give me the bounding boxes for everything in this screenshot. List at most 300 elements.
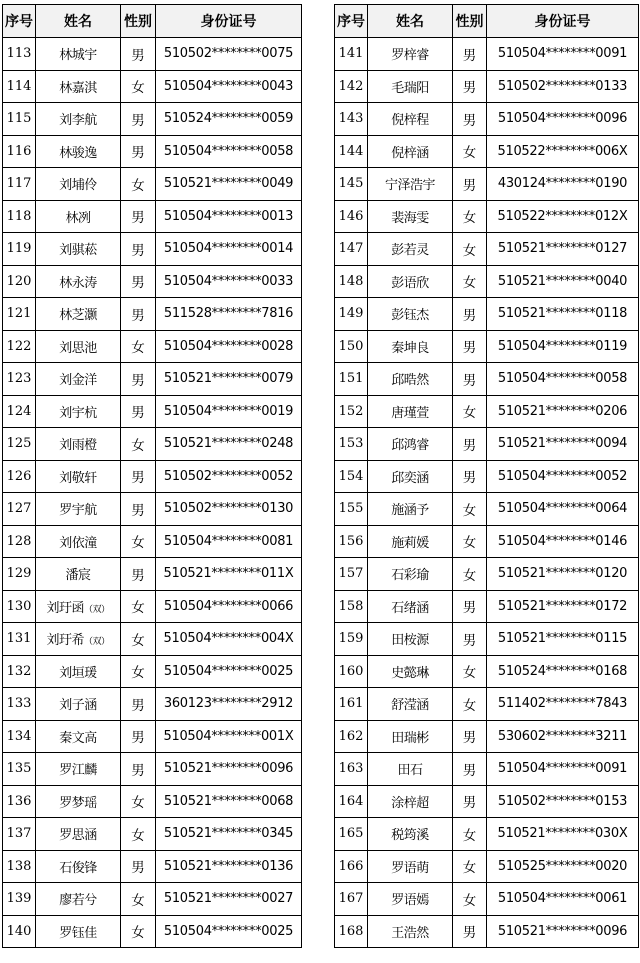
table-row	[335, 298, 639, 331]
cell-name	[36, 168, 121, 201]
cell-id-number	[487, 298, 639, 331]
cell-seq	[3, 720, 36, 753]
cell-gender-text: 男	[462, 340, 477, 357]
cell-seq-text: 147	[338, 241, 364, 257]
cell-seq-text: 117	[6, 176, 32, 192]
cell-gender-text: 女	[462, 145, 477, 162]
cell-name	[368, 753, 453, 786]
table-row	[3, 135, 302, 168]
cell-name-text: 刘金洋	[59, 373, 97, 389]
cell-id-number	[156, 850, 302, 883]
cell-gender	[453, 655, 487, 688]
table-row	[3, 103, 302, 136]
cell-gender	[121, 460, 156, 493]
cell-seq-text: 119	[6, 241, 32, 257]
cell-name	[36, 525, 121, 558]
cell-id-number-text: 510502********0075	[163, 46, 294, 62]
cell-gender	[121, 38, 156, 71]
cell-name	[36, 655, 121, 688]
cell-name-text: 邱鸿睿	[391, 438, 429, 454]
roster-body-left	[3, 38, 302, 948]
cell-gender	[453, 330, 487, 363]
cell-id-number	[487, 720, 639, 753]
cell-id-number-text: 510502********0133	[497, 78, 628, 94]
cell-id-number	[487, 558, 639, 591]
cell-name-text: 施莉媛	[391, 535, 429, 551]
cell-gender-text: 男	[462, 600, 477, 617]
cell-gender-text: 女	[131, 925, 145, 942]
cell-seq	[3, 233, 36, 266]
cell-gender-text: 女	[131, 535, 145, 552]
cell-id-number-text: 510521********0094	[497, 436, 628, 452]
cell-gender	[121, 168, 156, 201]
cell-id-number	[156, 818, 302, 851]
table-row	[335, 330, 639, 363]
cell-id-number	[156, 493, 302, 526]
cell-id-number-text: 510522********006X	[497, 143, 628, 159]
cell-name	[368, 720, 453, 753]
cell-seq	[3, 688, 36, 721]
table-row	[3, 460, 302, 493]
cell-name	[36, 688, 121, 721]
cell-seq-text: 116	[6, 143, 32, 159]
cell-seq	[335, 135, 368, 168]
cell-gender	[121, 850, 156, 883]
cell-gender-text: 男	[131, 730, 145, 747]
cell-seq	[3, 655, 36, 688]
cell-seq	[335, 850, 368, 883]
cell-seq	[335, 168, 368, 201]
cell-gender-text: 男	[131, 502, 145, 519]
cell-gender	[121, 655, 156, 688]
cell-id-number-text: 360123********2912	[163, 696, 294, 712]
cell-seq	[335, 688, 368, 721]
cell-seq-text: 130	[6, 598, 32, 614]
cell-id-number	[487, 103, 639, 136]
cell-id-number	[487, 38, 639, 71]
cell-id-number-text: 510521********0040	[497, 273, 628, 289]
table-row	[335, 590, 639, 623]
table-row	[335, 103, 639, 136]
cell-name	[368, 915, 453, 948]
cell-gender	[121, 558, 156, 591]
cell-name	[368, 200, 453, 233]
table-row	[335, 623, 639, 656]
cell-seq-text: 113	[6, 46, 32, 62]
cell-id-number	[156, 460, 302, 493]
cell-id-number-text: 510521********0027	[163, 891, 294, 907]
cell-name-text: 倪梓程	[391, 113, 429, 129]
cell-name	[368, 168, 453, 201]
cell-seq-text: 123	[6, 371, 32, 387]
cell-gender-text: 女	[462, 827, 477, 844]
table-row	[335, 168, 639, 201]
table-row	[335, 720, 639, 753]
cell-seq-text: 160	[338, 663, 364, 679]
cell-seq	[3, 168, 36, 201]
cell-id-number-text: 510504********0028	[163, 338, 294, 354]
cell-name-text: 刘垣瑗	[59, 665, 97, 681]
cell-name	[368, 818, 453, 851]
cell-name-text: 涂梓超	[391, 795, 429, 811]
cell-id-number-text: 510521********0096	[497, 923, 628, 939]
cell-seq	[335, 753, 368, 786]
cell-seq-text: 120	[6, 273, 32, 289]
cell-id-number	[156, 623, 302, 656]
cell-gender	[453, 850, 487, 883]
cell-gender-text: 女	[131, 177, 145, 194]
cell-seq-text: 149	[338, 306, 364, 322]
cell-id-number-text: 510521********0136	[163, 858, 294, 874]
table-row	[3, 70, 302, 103]
cell-gender	[453, 70, 487, 103]
cell-id-number-text: 510521********0206	[497, 403, 628, 419]
cell-gender	[453, 363, 487, 396]
table-row	[3, 168, 302, 201]
cell-seq-text: 161	[338, 696, 364, 712]
cell-gender-text: 男	[462, 730, 477, 747]
table-row	[335, 818, 639, 851]
cell-name	[36, 883, 121, 916]
cell-name-text: 刘骐菘	[59, 243, 97, 259]
table-row	[335, 70, 639, 103]
table-row	[335, 525, 639, 558]
cell-name	[368, 493, 453, 526]
cell-id-number	[156, 525, 302, 558]
cell-name-text: 史懿琳	[391, 665, 429, 681]
cell-name-text: 刘雨橙	[59, 438, 97, 454]
cell-seq-text: 122	[6, 338, 32, 354]
cell-name-text: 毛瑞阳	[391, 80, 429, 96]
cell-gender	[121, 363, 156, 396]
cell-name	[368, 135, 453, 168]
cell-gender	[453, 428, 487, 461]
cell-name	[368, 298, 453, 331]
cell-gender	[121, 265, 156, 298]
cell-id-number	[156, 883, 302, 916]
cell-name	[36, 233, 121, 266]
table-row	[3, 818, 302, 851]
cell-id-number	[487, 623, 639, 656]
cell-seq-text: 133	[6, 696, 32, 712]
header-seq: 序号	[3, 5, 36, 38]
cell-seq	[335, 623, 368, 656]
cell-gender	[121, 298, 156, 331]
cell-id-number	[487, 200, 639, 233]
cell-seq	[3, 753, 36, 786]
cell-gender	[121, 233, 156, 266]
cell-gender	[121, 818, 156, 851]
cell-seq-text: 131	[6, 631, 32, 647]
cell-gender-text: 男	[131, 372, 145, 389]
cell-gender-text: 女	[462, 242, 477, 259]
cell-seq	[335, 428, 368, 461]
cell-seq-text: 143	[338, 111, 364, 127]
cell-name	[36, 558, 121, 591]
table-row	[335, 200, 639, 233]
cell-name	[368, 590, 453, 623]
cell-seq	[335, 590, 368, 623]
cell-name	[36, 38, 121, 71]
cell-name	[368, 850, 453, 883]
cell-seq	[335, 395, 368, 428]
cell-gender-text: 男	[462, 795, 477, 812]
twin-mark: （双）	[84, 604, 110, 615]
cell-seq-text: 125	[6, 436, 32, 452]
cell-gender-text: 女	[462, 567, 477, 584]
cell-gender-text: 男	[131, 567, 145, 584]
cell-gender-text: 女	[131, 632, 145, 649]
cell-gender	[121, 493, 156, 526]
cell-id-number	[156, 688, 302, 721]
cell-name	[36, 493, 121, 526]
cell-seq	[335, 103, 368, 136]
cell-id-number	[156, 753, 302, 786]
cell-id-number	[156, 655, 302, 688]
cell-seq-text: 142	[338, 78, 364, 94]
header-row	[335, 5, 639, 38]
cell-name	[36, 915, 121, 948]
cell-name	[36, 818, 121, 851]
cell-name-text: 邱奕涵	[391, 470, 429, 486]
cell-name-text: 罗钰佳	[59, 925, 97, 941]
cell-seq-text: 150	[338, 338, 364, 354]
cell-name	[36, 753, 121, 786]
cell-seq-text: 157	[338, 566, 364, 582]
cell-name	[36, 460, 121, 493]
cell-seq	[3, 38, 36, 71]
cell-seq-text: 115	[6, 111, 32, 127]
cell-name-text: 罗思涵	[59, 828, 97, 844]
cell-seq	[3, 850, 36, 883]
cell-gender-text: 女	[462, 697, 477, 714]
cell-seq	[3, 70, 36, 103]
roster-table-left	[2, 4, 302, 948]
cell-id-number	[156, 298, 302, 331]
cell-gender-text: 女	[462, 860, 477, 877]
table-row	[3, 850, 302, 883]
cell-name-text: 罗语萌	[391, 860, 429, 876]
table-row	[335, 460, 639, 493]
cell-seq-text: 155	[338, 501, 364, 517]
cell-gender	[121, 200, 156, 233]
cell-name-text: 税筠溪	[391, 828, 429, 844]
cell-seq-text: 134	[6, 728, 32, 744]
cell-name	[36, 103, 121, 136]
cell-gender	[453, 785, 487, 818]
cell-seq-text: 163	[338, 761, 364, 777]
cell-seq	[3, 818, 36, 851]
cell-name-text: 刘思池	[59, 340, 97, 356]
cell-gender-text: 男	[131, 112, 145, 129]
cell-gender-text: 男	[462, 177, 477, 194]
cell-id-number-text: 510502********0130	[163, 501, 294, 517]
cell-gender	[121, 753, 156, 786]
cell-id-number-text: 510521********0120	[497, 566, 628, 582]
cell-id-number	[487, 785, 639, 818]
cell-id-number	[487, 753, 639, 786]
table-row	[3, 200, 302, 233]
cell-id-number	[487, 168, 639, 201]
cell-id-number	[487, 460, 639, 493]
table-row	[3, 298, 302, 331]
table-row	[3, 623, 302, 656]
cell-gender-text: 女	[462, 275, 477, 292]
cell-name-text: 倪梓涵	[391, 145, 429, 161]
table-row	[3, 688, 302, 721]
cell-id-number-text: 510504********0081	[163, 533, 294, 549]
cell-seq	[3, 298, 36, 331]
cell-seq-text: 148	[338, 273, 364, 289]
table-row	[3, 525, 302, 558]
cell-name-text: 刘埔伶	[59, 178, 97, 194]
cell-gender	[453, 38, 487, 71]
cell-gender-text: 男	[131, 242, 145, 259]
cell-id-number	[156, 330, 302, 363]
cell-name	[368, 655, 453, 688]
cell-gender-text: 女	[131, 340, 145, 357]
cell-name-text: 刘宇杭	[59, 405, 97, 421]
cell-id-number	[156, 103, 302, 136]
cell-seq-text: 168	[338, 923, 364, 939]
cell-id-number	[487, 330, 639, 363]
cell-name-text: 林城宇	[59, 48, 97, 64]
table-row	[3, 590, 302, 623]
cell-gender	[121, 785, 156, 818]
cell-gender-text: 男	[131, 47, 145, 64]
cell-seq-text: 127	[6, 501, 32, 517]
table-row	[3, 395, 302, 428]
cell-seq	[3, 428, 36, 461]
cell-id-number	[487, 70, 639, 103]
cell-gender	[453, 135, 487, 168]
cell-seq	[335, 38, 368, 71]
cell-gender	[121, 103, 156, 136]
cell-gender-text: 女	[131, 795, 145, 812]
cell-name-text: 田石	[397, 763, 423, 779]
cell-id-number-text: 430124********0190	[497, 176, 628, 192]
cell-name-text: 秦坤良	[391, 340, 429, 356]
cell-id-number-text: 510504********0043	[163, 78, 294, 94]
cell-id-number	[156, 135, 302, 168]
cell-seq	[3, 590, 36, 623]
cell-id-number-text: 510521********0079	[163, 371, 294, 387]
cell-seq-text: 162	[338, 728, 364, 744]
cell-gender-text: 女	[462, 210, 477, 227]
cell-seq	[3, 103, 36, 136]
cell-id-number	[156, 558, 302, 591]
cell-id-number-text: 510521********0096	[163, 761, 294, 777]
cell-seq	[3, 525, 36, 558]
cell-gender	[453, 168, 487, 201]
cell-name-text: 林冽	[65, 210, 91, 226]
cell-gender	[453, 590, 487, 623]
cell-id-number	[487, 265, 639, 298]
cell-name	[36, 623, 121, 656]
cell-gender-text: 女	[462, 535, 477, 552]
cell-gender	[121, 395, 156, 428]
roster-body-right	[335, 38, 639, 948]
cell-name-text: 刘玗希	[46, 633, 84, 649]
cell-name	[368, 103, 453, 136]
twin-mark: （双）	[84, 637, 110, 648]
cell-name	[368, 688, 453, 721]
cell-id-number-text: 510504********0014	[163, 241, 294, 257]
cell-gender-text: 男	[462, 762, 477, 779]
cell-id-number	[487, 395, 639, 428]
cell-seq	[335, 785, 368, 818]
cell-seq-text: 145	[338, 176, 364, 192]
cell-seq	[335, 363, 368, 396]
cell-seq	[335, 233, 368, 266]
cell-seq	[3, 135, 36, 168]
cell-seq-text: 126	[6, 468, 32, 484]
cell-id-number	[487, 525, 639, 558]
cell-id-number	[156, 233, 302, 266]
cell-id-number-text: 510504********0096	[497, 111, 628, 127]
cell-name	[36, 720, 121, 753]
cell-name	[36, 298, 121, 331]
table-row	[335, 428, 639, 461]
cell-id-number-text: 510521********0345	[163, 826, 294, 842]
cell-id-number	[156, 200, 302, 233]
cell-seq	[3, 363, 36, 396]
cell-seq-text: 132	[6, 663, 32, 679]
cell-name-text: 彭钰杰	[391, 308, 429, 324]
cell-gender	[453, 688, 487, 721]
cell-gender	[453, 883, 487, 916]
cell-id-number-text: 510504********0052	[497, 468, 628, 484]
cell-name-text: 刘依潼	[59, 535, 97, 551]
cell-id-number-text: 510504********0091	[497, 46, 628, 62]
cell-gender	[453, 753, 487, 786]
cell-seq-text: 139	[6, 891, 32, 907]
cell-name	[368, 330, 453, 363]
cell-id-number-text: 510504********0058	[497, 371, 628, 387]
cell-seq-text: 152	[338, 403, 364, 419]
cell-gender	[453, 818, 487, 851]
header-row	[3, 5, 302, 38]
cell-gender	[121, 915, 156, 948]
header-gender: 性别	[121, 5, 156, 38]
cell-name-text: 刘敬轩	[59, 470, 97, 486]
table-row	[3, 720, 302, 753]
table-row	[3, 785, 302, 818]
cell-gender	[453, 103, 487, 136]
table-row	[335, 785, 639, 818]
cell-id-number-text: 510521********0118	[497, 306, 628, 322]
cell-id-number	[487, 428, 639, 461]
cell-seq-text: 114	[6, 78, 32, 94]
cell-gender	[121, 688, 156, 721]
cell-gender	[453, 200, 487, 233]
cell-name	[368, 363, 453, 396]
cell-seq	[335, 460, 368, 493]
cell-name-text: 罗宇航	[59, 503, 97, 519]
cell-id-number-text: 530602********3211	[497, 728, 628, 744]
cell-name-text: 罗江麟	[59, 763, 97, 779]
cell-seq	[3, 395, 36, 428]
cell-gender-text: 男	[462, 925, 477, 942]
cell-gender	[121, 623, 156, 656]
header-name: 姓名	[368, 5, 453, 38]
cell-gender	[453, 915, 487, 948]
table-row	[3, 363, 302, 396]
cell-seq	[335, 265, 368, 298]
cell-gender-text: 男	[462, 470, 477, 487]
header-gender: 性别	[453, 5, 487, 38]
cell-gender	[453, 720, 487, 753]
